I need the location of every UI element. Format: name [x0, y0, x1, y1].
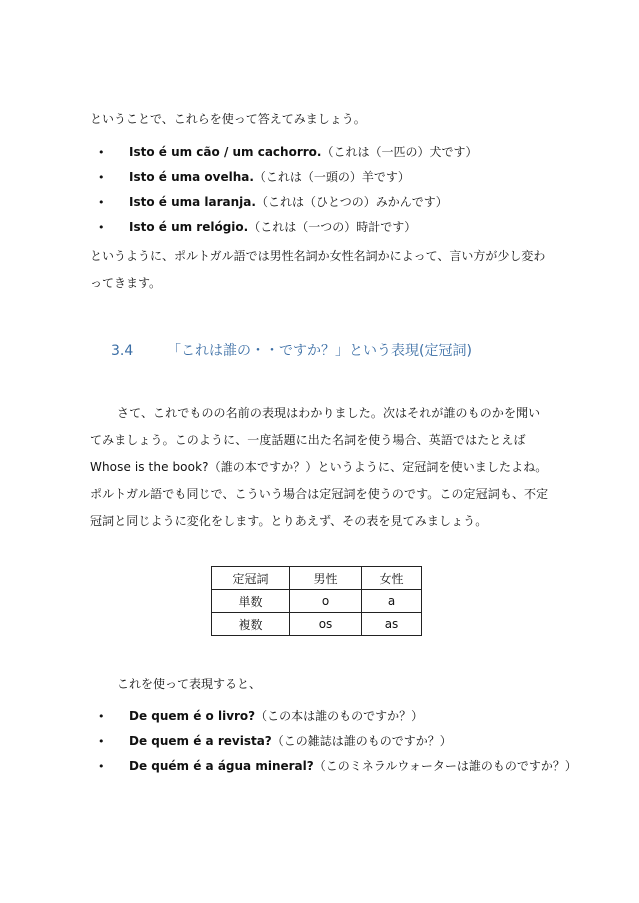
table-cell: 複数 — [212, 613, 290, 636]
table-cell: os — [290, 613, 362, 636]
example-list-definite — [90, 704, 577, 779]
list-item — [90, 754, 577, 779]
portuguese-sentence: De quem é a revista? — [129, 734, 272, 748]
table-header-row — [212, 567, 422, 590]
list-item — [90, 165, 478, 190]
definite-article-table — [211, 566, 422, 636]
list-item — [90, 729, 577, 754]
bullet-icon: • — [98, 171, 105, 184]
table-cell: o — [290, 590, 362, 613]
portuguese-sentence: Isto é um relógio. — [129, 220, 249, 234]
table-row — [212, 590, 422, 613]
table-cell: as — [362, 613, 422, 636]
example-list-indefinite — [90, 140, 478, 240]
portuguese-sentence: De quem é o livro? — [129, 709, 256, 723]
usage-intro-paragraph: これを使って表現すると、 — [117, 677, 262, 691]
table-cell: 単数 — [212, 590, 290, 613]
gender-note-paragraph: というように、ポルトガル語では男性名詞か女性名詞かによって、言い方が少し変わってきます。 — [90, 249, 546, 290]
japanese-gloss: （これは（一匹の）犬です） — [321, 145, 478, 159]
section-heading — [111, 340, 472, 360]
portuguese-sentence: De quém é a água mineral? — [129, 759, 314, 773]
portuguese-sentence: Isto é um cão / um cachorro. — [129, 145, 322, 159]
bullet-icon: • — [98, 710, 105, 723]
japanese-gloss: （この本は誰のものですか？） — [255, 709, 424, 723]
japanese-gloss: （これは（一頭の）羊です） — [253, 170, 410, 184]
table-row — [212, 613, 422, 636]
japanese-gloss: （これは（一つの）時計です） — [248, 220, 417, 234]
section-title: 「これは誰の・・ですか？」という表現(定冠詞) — [167, 343, 472, 359]
definite-article-paragraph: さて、これでものの名前の表現はわかりました。次はそれが誰のものかを聞いてみましょう。このように、一度話題に出た名詞を使う場合、英語ではたとえば Whose is the book?（誰の本ですか？）というように、定冠詞を使いましたよね。ポルトガル語でも同じで、こういう場合は定冠詞を使うのです。この定冠詞も、不定冠詞と同じように変化をします。とりあえず、その表を見てみましょう。 — [90, 406, 549, 528]
list-item — [90, 704, 577, 729]
bullet-icon: • — [98, 221, 105, 234]
table-header-cell: 定冠詞 — [212, 567, 290, 590]
table-header-cell: 男性 — [290, 567, 362, 590]
bullet-icon: • — [98, 735, 105, 748]
intro-paragraph: ということで、これらを使って答えてみましょう。 — [90, 112, 366, 126]
bullet-icon: • — [98, 146, 105, 159]
bullet-icon: • — [98, 196, 105, 209]
table-header-cell: 女性 — [362, 567, 422, 590]
list-item — [90, 140, 478, 165]
japanese-gloss: （このミネラルウォーターは誰のものですか？） — [313, 759, 577, 773]
table-cell: a — [362, 590, 422, 613]
list-item — [90, 190, 478, 215]
japanese-gloss: （この雑誌は誰のものですか？） — [271, 734, 452, 748]
portuguese-sentence: Isto é uma ovelha. — [129, 170, 254, 184]
japanese-gloss: （これは（ひとつの）みかんです） — [255, 195, 448, 209]
portuguese-sentence: Isto é uma laranja. — [129, 195, 256, 209]
bullet-icon: • — [98, 760, 105, 773]
list-item — [90, 215, 478, 240]
section-number: 3.4 — [111, 343, 134, 359]
